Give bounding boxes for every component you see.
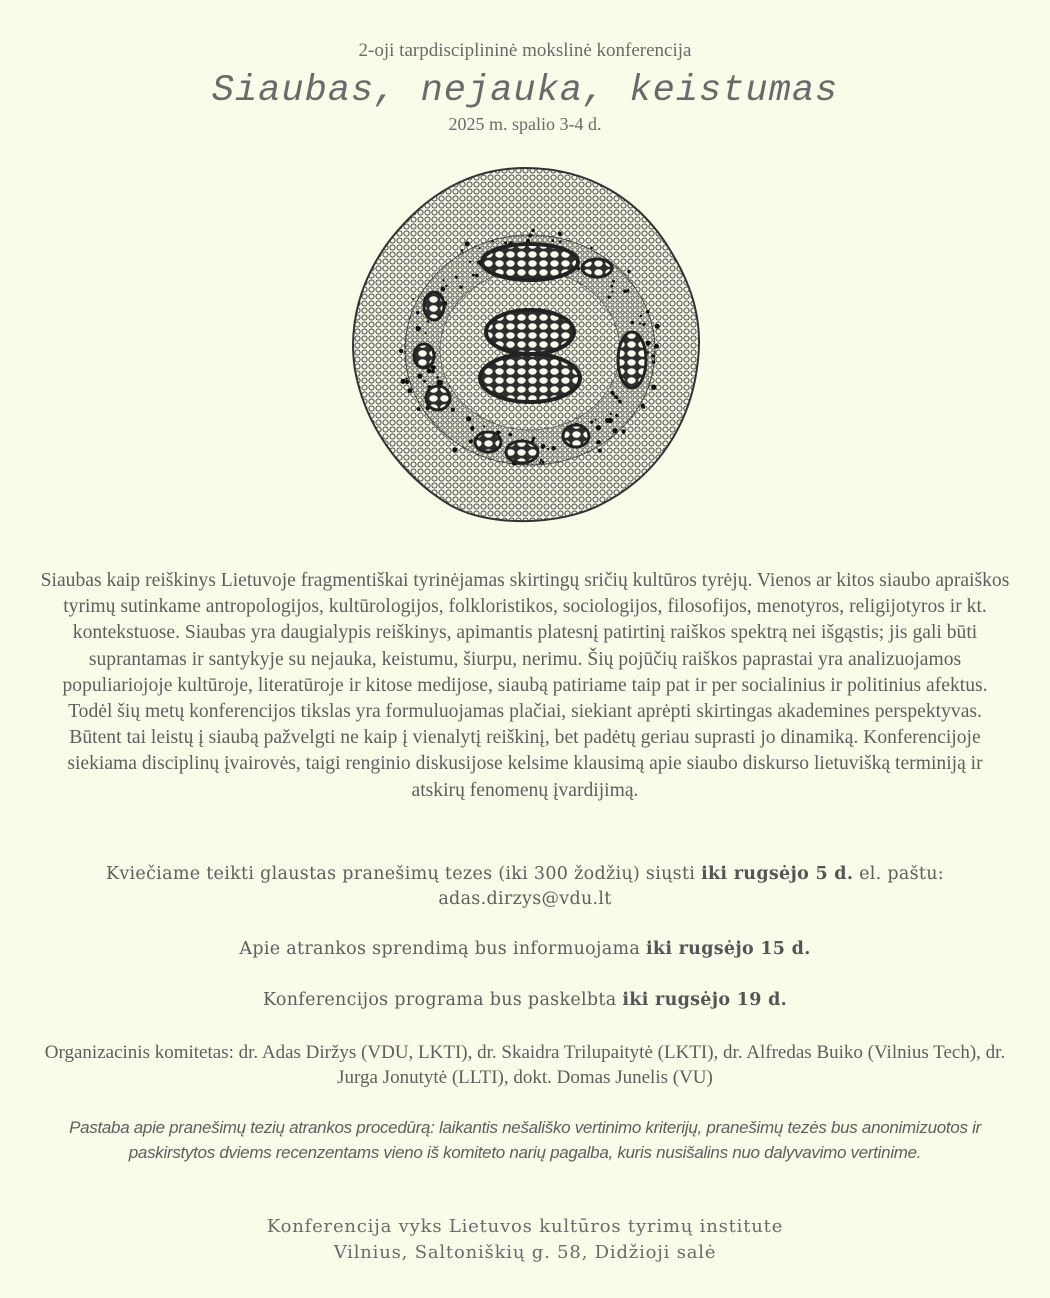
- cell-spot: [654, 344, 659, 349]
- cell-spot: [655, 324, 660, 329]
- cell-spot: [613, 428, 618, 433]
- cell-spot: [443, 279, 445, 281]
- cell-spot: [594, 419, 596, 421]
- conference-abstract: Siaubas kaip reiškinys Lietuvoje fragmentiškai tyrinėjamas skirtingų sričių kultūros tyrėjų. Vienos ar kitos siaubo apraiškos tyrimų sutinkame antropologijos, kultūrologijos, folkloristikos, sociologijos, filosofijos, menotyros, religijotyros ir kt. kontekstuose. Siaubas yra daugialypis reiškinys, apimantis platesnį patirtinį raiškos spektrą nei išgąstis; jis gali būti suprantamas ir santykyje su nejauka, keistumu, šiurpu, nerimu. Šių pojūčių raiškos paprastai yra analizuojamos populiariojoje kultūroje, literatūroje ir kitose medijose, siaubą patiriame taip pat ir per socialinius ir politinius afektus. Todėl šių metų konferencijos tikslas yra formuluojamas plačiai, siekiant aprėpti skirtingas akademines perspektyvas. Būtent tai leistų į siaubą pažvelgti ne kaip į vienalytį reiškinį, bet padėtų geriau suprasti jo dinamiką. Konferencijoje siekiama disciplinų įvairovės, taigi renginio diskusijose kelsime klausimą apie siaubo diskurso lietuvišką terminiją ir atskirų fenomenų įvardijimą.: [40, 570, 1010, 801]
- cell-spot: [610, 413, 612, 415]
- cell-spot: [416, 326, 421, 331]
- cell-spot: [652, 360, 656, 364]
- cell-spot: [542, 461, 545, 464]
- cell-spot: [590, 247, 593, 250]
- decision-deadline: iki rugsėjo 15 d.: [645, 939, 811, 959]
- call-deadline: iki rugsėjo 5 d.: [701, 864, 854, 884]
- cell-spot: [620, 402, 622, 404]
- cell-spot: [445, 285, 447, 287]
- cell-spot: [623, 290, 627, 294]
- cell-spot: [558, 232, 562, 236]
- review-note: Pastaba apie pranešimų tezių atrankos procedūrą: laikantis nešališko vertinimo kriterijų, pranešimų tezės bus anonimizuotos ir paskirstytos dviems recenzentams vieno iš komiteto narių pagalba, kuris nusišalins nuo dalyvavimo vertinime.: [69, 1118, 981, 1162]
- cell-spot: [539, 462, 541, 464]
- cell-spot: [423, 380, 426, 383]
- cell-spot: [472, 274, 475, 277]
- cell-spot: [431, 370, 435, 374]
- cell-spot: [475, 274, 479, 278]
- contact-email[interactable]: adas.dirzys@vdu.lt: [438, 889, 612, 909]
- cell-spot: [405, 380, 409, 384]
- cell-spot: [598, 449, 602, 453]
- conference-dates: 2025 m. spalio 3-4 d.: [448, 114, 602, 134]
- cell-spot: [461, 249, 464, 252]
- cell-spot: [412, 298, 414, 300]
- cell-spot: [541, 444, 546, 449]
- cell-spot: [590, 420, 593, 423]
- cell-spot: [626, 289, 629, 292]
- cell-spot: [616, 397, 618, 399]
- cell-spot: [479, 247, 481, 249]
- cell-spot: [451, 408, 455, 412]
- cell-spot: [607, 295, 610, 298]
- cell-spot: [552, 446, 556, 450]
- decision-text: Apie atrankos sprendimą bus informuojama: [239, 939, 646, 959]
- cell-spot: [615, 414, 618, 417]
- cell-spot: [642, 323, 645, 326]
- cross-section-icon: [340, 160, 710, 530]
- cell-spot: [509, 433, 513, 437]
- conference-subtitle: 2-oji tarpdisciplininė mokslinė konferencija: [358, 40, 692, 61]
- venue-line-2: Vilnius, Saltoniškių g. 58, Didžioji salė: [333, 1242, 717, 1263]
- cell-spot: [459, 285, 462, 288]
- cell-spot: [639, 323, 641, 325]
- program-text: Konferencijos programa bus paskelbta: [262, 990, 623, 1010]
- cell-spot: [440, 287, 445, 292]
- cell-spot: [469, 439, 473, 443]
- cell-spot: [437, 376, 439, 378]
- cell-spot: [640, 315, 643, 318]
- cell-spot: [612, 393, 615, 396]
- cell-spot: [417, 374, 422, 379]
- cell-spot: [416, 311, 419, 314]
- plant-stem-cross-section-illustration: [340, 160, 710, 530]
- cell-spot: [596, 425, 601, 430]
- cell-spot: [610, 285, 613, 288]
- cell-spot: [425, 332, 427, 334]
- cell-spot: [491, 240, 493, 242]
- cell-spot: [651, 385, 656, 390]
- program-deadline: iki rugsėjo 19 d.: [622, 990, 787, 1010]
- cell-spot: [646, 310, 649, 313]
- program-notice: [40, 988, 1010, 1013]
- cell-spot: [605, 418, 610, 423]
- cell-spot: [651, 354, 655, 358]
- cell-spot: [526, 239, 530, 243]
- cell-spot: [648, 342, 651, 345]
- cell-spot: [612, 291, 614, 293]
- venue-info: [40, 1214, 1010, 1266]
- cell-spot: [540, 459, 543, 462]
- call-for-papers: [40, 862, 1010, 912]
- cell-spot: [470, 426, 475, 431]
- call-text-before: Kviečiame teikti glaustas pranešimų tezes (iki 300 žodžių) siųsti: [105, 864, 702, 884]
- cell-spot: [408, 388, 413, 393]
- cell-spot: [452, 447, 457, 452]
- cell-spot: [596, 440, 601, 445]
- organizing-committee: Organizacinis komitetas: dr. Adas Diržys (VDU, LKTI), dr. Skaidra Trilupaitytė (LKTI), dr. Alfredas Buiko (Vilnius Tech), dr. Jurga Jonutytė (LLTI), dokt. Domas Junelis (VU): [44, 1042, 1006, 1088]
- cell-spot: [531, 229, 535, 233]
- cell-spot: [547, 448, 549, 450]
- cell-spot: [466, 416, 471, 421]
- cell-spot: [469, 261, 471, 263]
- decision-notice: [40, 937, 1010, 962]
- venue-line-1: Konferencija vyks Lietuvos kultūros tyrimų institute: [266, 1216, 784, 1237]
- cell-spot: [483, 425, 485, 427]
- cell-spot: [399, 349, 403, 353]
- cell-spot: [621, 429, 625, 433]
- cell-spot: [427, 320, 430, 323]
- cell-spot: [417, 407, 421, 411]
- cell-spot: [465, 241, 470, 246]
- cell-spot: [627, 270, 630, 273]
- cell-spot: [630, 321, 634, 325]
- cell-spot: [551, 239, 554, 242]
- conference-title: Siaubas, nejauka, keistumas: [211, 70, 839, 112]
- cell-spot: [504, 241, 507, 244]
- call-text-after: el. paštu:: [853, 864, 945, 884]
- cell-spot: [642, 406, 645, 409]
- cell-spot: [529, 234, 533, 238]
- cell-spot: [559, 240, 562, 243]
- cell-spot: [401, 379, 406, 384]
- cell-spot: [455, 276, 458, 279]
- cell-spot: [405, 378, 407, 380]
- cell-spot: [612, 280, 615, 283]
- cell-spot: [427, 369, 432, 374]
